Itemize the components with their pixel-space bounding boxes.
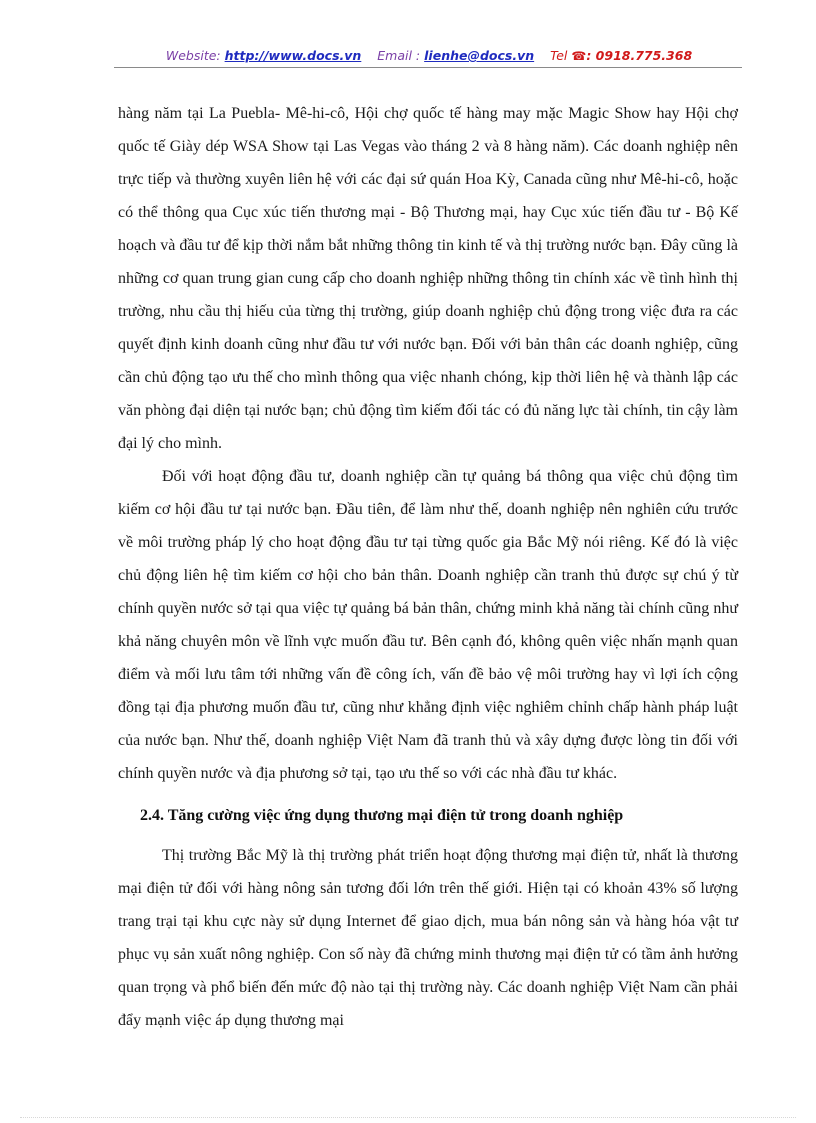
email-label: Email : [377,48,421,63]
section-heading: 2.4. Tăng cường việc ứng dụng thương mại điện tử trong doanh nghiệp [140,807,624,824]
body-paragraph-1: hàng năm tại La Puebla- Mê-hi-cô, Hội chợ quốc tế hàng may mặc Magic Show hay Hội chợ quốc tế Giày dép WSA Show tại Las Vegas vào tháng 2 và 8 hàng năm). Các doanh nghiệp nên trực tiếp và thường xuyên liên hệ với các đại sứ quán Hoa Kỳ, Canada cũng như Mê-hi-cô, hoặc có thể thông qua Cục xúc tiến thương mại - Bộ Thương mại, hay Cục xúc tiến đầu tư - Bộ Kế hoạch và đầu tư để kịp thời nắm bắt những thông tin kinh tế và thị trường nước bạn. Đây cũng là những cơ quan trung gian cung cấp cho doanh nghiệp những thông tin chính xác về tình hình thị trường, nhu cầu thị hiếu của từng thị trường, giúp doanh nghiệp chủ động trong việc đưa ra các quyết định kinh doanh cũng như đầu tư với nước bạn. Đối với bản thân các doanh nghiệp, cũng cần chủ động tạo ưu thế cho mình thông qua việc nhanh chóng, kịp thời liên hệ và thành lập các văn phòng đại diện tại nước bạn; chủ động tìm kiếm đối tác có đủ năng lực tài chính, tin cậy làm đại lý cho mình. [118,105,738,452]
body-paragraph-3: Thị trường Bắc Mỹ là thị trường phát triển hoạt động thương mại điện tử, nhất là thương mại điện tử đối với hàng nông sản tương đối lớn trên thế giới. Hiện tại có khoản 43% số lượng trang trại tại khu cực này sử dụng Internet để giao dịch, mua bán nông sản và hàng hóa vật tư phục vụ sản xuất nông nghiệp. Con số này đã chứng minh thương mại điện tử có tầm ảnh hưởng quan trọng và phổ biến đến mức độ nào tại thị trường này. Các doanh nghiệp Việt Nam cần phải đẩy mạnh việc áp dụng thương mại [118,847,738,1029]
document-body [118,97,738,1037]
email-link[interactable]: lienhe@docs.vn [424,48,535,63]
page-bottom-border [20,1117,796,1118]
website-link[interactable]: http://www.docs.vn [224,48,362,63]
tel-number: : 0918.775.368 [586,48,693,63]
page-header [118,48,740,63]
body-paragraph-2: Đối với hoạt động đầu tư, doanh nghiệp cần tự quảng bá thông qua việc chủ động tìm kiếm cơ hội đầu tư tại nước bạn. Đầu tiên, để làm như thế, doanh nghiệp nên nghiên cứu trước về môi trường pháp lý cho hoạt động đầu tư tại từng quốc gia Bắc Mỹ nói riêng. Kế đó là việc chủ động liên hệ tìm kiếm cơ hội cho bản thân. Doanh nghiệp cần tranh thủ được sự chú ý từ chính quyền nước sở tại qua việc tự quảng bá bản thân, chứng minh khả năng tài chính cũng như khả năng chuyên môn về lĩnh vực muốn đầu tư. Bên cạnh đó, không quên việc nhấn mạnh quan điểm và mối lưu tâm tới những vấn đề công ích, vấn đề bảo vệ môi trường hay vì lợi ích cộng đồng tại địa phương muốn đầu tư, cũng như khẳng định việc nghiêm chỉnh chấp hành pháp luật của nước bạn. Như thế, doanh nghiệp Việt Nam đã tranh thủ và xây dựng được lòng tin đối với chính quyền nước và địa phương sở tại, tạo ưu thế so với các nhà đầu tư khác. [118,468,738,782]
tel-label: Tel [550,48,568,63]
website-label: Website: [165,48,221,63]
phone-icon: ☎ [571,49,587,63]
header-divider [114,67,742,68]
